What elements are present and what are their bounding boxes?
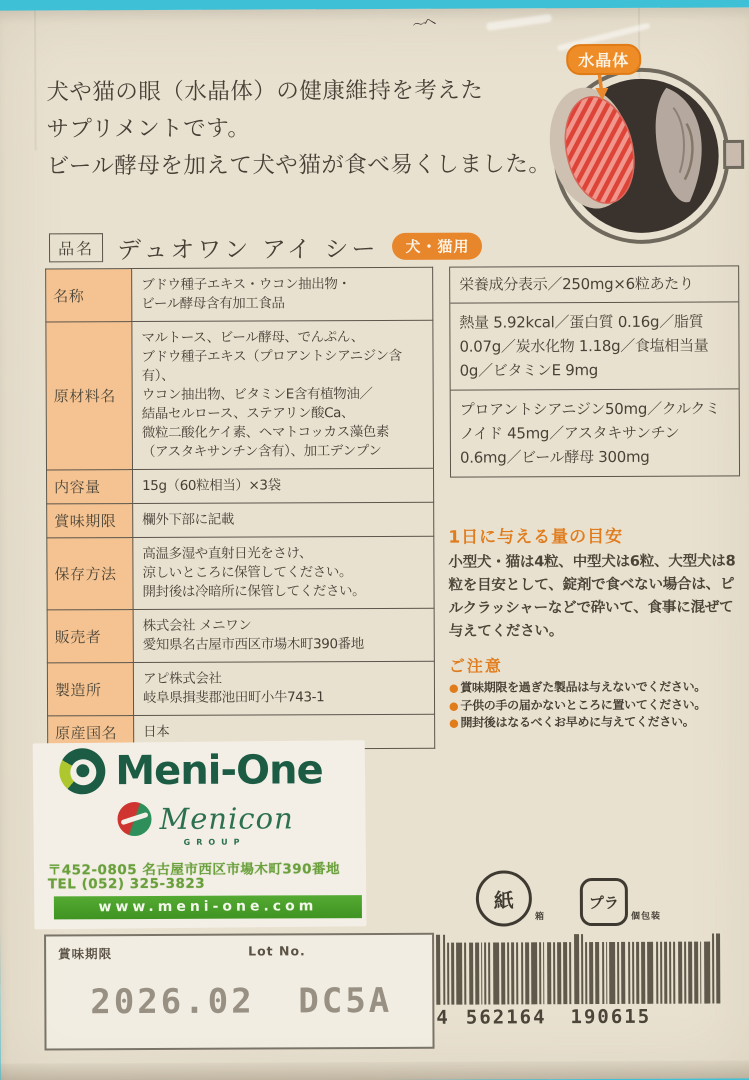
spec-table bbox=[45, 267, 435, 751]
ean-barcode bbox=[436, 933, 742, 1028]
expiry-label: 賞味期限 bbox=[58, 946, 113, 962]
intro-line: 犬や猫の眼（水晶体）の健康維持を考えた bbox=[46, 77, 484, 106]
dosage-body: 小型犬・猫は4粒、中型犬は6粒、大型犬は8粒を目安として、錠剤で食べない場合は、ピルクラッシャーなどで砕いて、食事に混ぜて与えてください。 bbox=[448, 553, 736, 640]
nutrition-actives: プロアントシアニジン50mg／クルクミノイド 45mg／アスタキサンチン 0.6mg／ビール酵母 300mg bbox=[451, 388, 739, 476]
plastic-recycle-mark bbox=[580, 878, 661, 926]
product-name: デュオワン アイ シー bbox=[117, 234, 379, 265]
row-label: 内容量 bbox=[47, 470, 133, 504]
box-crease bbox=[34, 10, 37, 150]
plastic-recycle-note: 個包装 bbox=[630, 911, 662, 922]
postal-address: 〒452-0805 名古屋市西区市場木町390番地 bbox=[47, 861, 341, 879]
table-row bbox=[47, 468, 434, 504]
row-value: 高温多湿や直射日光をさけ、 涼しいところに保管してください。 開封後は冷暗所に保管してください。 bbox=[133, 536, 434, 609]
caution-heading: ご注意 bbox=[448, 656, 503, 676]
row-label: 原材料名 bbox=[46, 322, 133, 470]
meni-one-logo bbox=[59, 747, 323, 794]
expiry-date: 2026.02 bbox=[90, 981, 255, 1023]
product-name-row bbox=[49, 229, 483, 266]
paper-recycle-note: 箱 bbox=[534, 912, 546, 923]
caution-section bbox=[449, 652, 749, 732]
lens-callout-badge: 水晶体 bbox=[566, 44, 641, 75]
table-row bbox=[47, 536, 434, 610]
table-row bbox=[47, 661, 434, 716]
row-value: アピ株式会社 岐阜県揖斐郡池田町小牛743-1 bbox=[133, 661, 434, 715]
lot-label: Lot No. bbox=[248, 943, 306, 959]
caution-item: ● 賞味期限を過ぎた製品は与えないでください。 bbox=[448, 679, 707, 695]
pen-mark: 〜ヘ bbox=[411, 14, 436, 34]
table-row bbox=[47, 608, 434, 663]
menicon-logo-icon bbox=[117, 802, 151, 836]
row-value: 株式会社 メニワン 愛知県名古屋市西区市場木町390番地 bbox=[133, 608, 434, 662]
scuff-mark bbox=[486, 14, 552, 31]
bullet-icon: ● bbox=[449, 699, 459, 713]
row-label: 賞味期限 bbox=[47, 504, 133, 538]
intro-text bbox=[46, 72, 566, 185]
nutrition-macros: 熱量 5.92kcal／蛋白質 0.16g／脂質 0.07g／炭水化物 1.18g／食塩相当量 0g／ビタミンE 9mg bbox=[450, 301, 738, 389]
row-label: 販売者 bbox=[47, 610, 133, 663]
dosage-heading: 1日に与える量の目安 bbox=[448, 526, 624, 548]
barcode-bars bbox=[436, 933, 742, 1004]
intro-line: ビール酵母を加えて犬や猫が食べ易くしました。 bbox=[46, 151, 552, 180]
paper-recycle-icon: 紙 bbox=[476, 870, 532, 926]
table-row bbox=[46, 320, 434, 470]
caution-item: ● 子供の手の届かないところに置いてください。 bbox=[449, 697, 707, 713]
row-label: 名称 bbox=[46, 269, 132, 322]
intro-line: サプリメントです。 bbox=[46, 115, 251, 143]
row-value: 欄外下部に記載 bbox=[133, 502, 434, 537]
row-value: 日本 bbox=[134, 714, 435, 749]
website-bar: www.meni-one.com bbox=[54, 895, 362, 919]
expiry-lot-panel bbox=[44, 933, 435, 1051]
nutrition-header: 栄養成分表示／250mg×6粒あたり bbox=[459, 274, 694, 294]
product-name-label: 品名 bbox=[49, 233, 103, 262]
row-label: 原産国名 bbox=[48, 716, 134, 750]
product-box-back bbox=[0, 7, 749, 1080]
bullet-icon: ● bbox=[449, 716, 459, 730]
dog-cat-badge: 犬・猫用 bbox=[392, 233, 482, 260]
menicon-wordmark: Menicon bbox=[159, 801, 294, 836]
caution-item: ● 開封後はなるべくお早めに与えてください。 bbox=[449, 714, 695, 730]
row-label: 保存方法 bbox=[47, 538, 133, 610]
row-label: 製造所 bbox=[47, 663, 133, 716]
menicon-group-logo bbox=[117, 801, 293, 847]
row-value: マルトース、ビール酵母、でんぷん、 ブドウ種子エキス（プロアントシアニジン含有）、 ウコン抽出物、ビタミンE含有植物油／ 結晶セルロース、ステアリン酸Ca、 微粒二酸化ケイ素、ヘマトコッカス藻色素 （アスタキサンチン含有）、加工デンプン bbox=[132, 320, 434, 469]
barcode-number: 4 562164 190615 bbox=[436, 1005, 652, 1029]
table-row bbox=[46, 267, 433, 322]
meni-one-wordmark: Meni-One bbox=[115, 747, 323, 795]
nutrition-facts-box bbox=[449, 265, 740, 477]
plastic-recycle-icon: プラ bbox=[580, 878, 628, 926]
row-value: ブドウ種子エキス・ウコン抽出物・ ビール酵母含有加工食品 bbox=[132, 267, 433, 321]
box-bottom-shadow bbox=[1, 1060, 749, 1080]
lot-number: DC5A bbox=[298, 980, 393, 1022]
dosage-section bbox=[448, 521, 743, 643]
meni-one-logo-icon bbox=[59, 748, 105, 794]
paper-recycle-mark bbox=[476, 870, 545, 926]
row-value: 15g（60粒相当）×3袋 bbox=[133, 468, 434, 503]
bullet-icon: ● bbox=[448, 681, 459, 695]
phone-number: TEL (052) 325-3823 bbox=[47, 875, 206, 893]
group-caption: GROUP bbox=[183, 837, 246, 847]
table-row bbox=[47, 502, 434, 538]
